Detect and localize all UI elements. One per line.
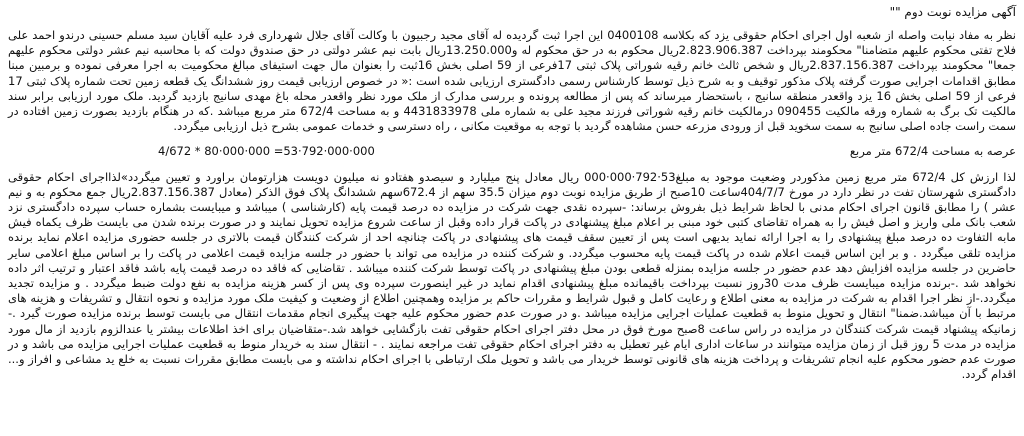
valuation-formula <box>8 144 1016 159</box>
notice-title: آگهی مزایده نوبت دوم "" <box>889 5 1016 19</box>
notice-paragraph-1: نظر به مفاد نیابت واصله از شعبه اول اجرای احکام حقوقی یزد که بکلاسه 0400108 این اجرا ثبت گردیده له آقای مجید رجبیون با وکالت آقای جلال شهرداری فرد علیه آقایان سید مسلم حسینی درندو احمد علی فلاح تفتی محکوم علیهم متضامنا" محکومند بپرداخت 2.823.906.387ریال محکوم به در حق محکوم له و13.250.000ریال بابت نیم عشر دولتی در حق صندوق دولت که با محاسبه نیم عشر دولتی محکوم علیهم جمعا" محکومند بپرداخت 2.837.156.387ریال و شخص ثالث خانم رقیه شوراتی پلاک ثبتی 17فرعی از 59 اصلی بخش 16ثبت را بعنوان مال جهت استیفای مبالغ محکومیت به اجرا معرفی نموده و برمبین مبنا مطابق اقدامات اجرایی صورت گرفته پلاک مذکور توقیف و به شرح ذیل توسط کارشناس رسمی دادگستری ارزیابی شده است :« در خصوص ارزیابی قیمت روز ششدانگ یک قطعه زمین تحت شماره پلاک ثبتی 17 فرعی از 59 اصلی بخش 16 یزد واقعدر منطقه سانیج ، باستحضار میرساند که پس از مطالعه پرونده و بررسی مدارک از ملک مورد نظر واقعدر محله باغ مهدی سانیج بازدید گردید. ملک مورد ارزیابی برابر سند مالکیت تک برگ به شماره ورقه مالکیت 090455 درمالکیت خانم رقیه شوراتی فرزند مجید علی به شماره ملی 4431833978 و به مساحت 672/4 متر مربع میباشد .که در هنگام بازدید بصورت زمین افتاده در سمت راست جاده اصلی سانیج به سمت سخوید قبل از ورودی مزرعه حسن مشاهده گردید با توجه به موقعیت مکانی ، راه دسترسی و خدمات عمومی بشرح ذیل ارزیابی میگردد. <box>8 28 1017 134</box>
formula-area-label: عرصه به مساحت 672/4 متر مربع <box>849 144 1016 159</box>
notice-paragraph-2: لذا ارزش کل 672/4 متر مربع زمین مذکوردر وضعیت موجود به مبلغ53·792·000·000 ریال معادل پنج میلیارد و سیصدو هفتادو نه میلیون دویست هزارتومان براورد و تعیین میگردد»لذااجرای احکام حقوقی دادگستری شهرستان تفت در نظر دارد در مورخ 404/7/7ساعت 10صبح از طریق مزایده نوبت دوم میزان 35.5 سهم از 672.4سهم ششدانگ پلاک فوق الذکر (معادل 2.837.156.387ریال جمع محکوم به و نیم عشر ) را مطابق قانون اجرای احکام مدنی با لحاظ شرایط ذیل بفروش برساند: -سپرده نقدی جهت شرکت در مزایده ده درصد قیمت پایه (کارشناسی ) میباشد و میبایست بشماره حساب سپرده دادگستری نزد شعب بانک ملی واریز و اصل فیش را به همراه تقاضای کتبی خود مبنی بر اعلام مبلغ پیشنهادی در پاکت قرار داده وقبل از ساعت شروع مزایده تحویل نمایند و در صورت برنده شدن می بایست ظرف یکماه فیش مابه التفاوت ده درصد مبلغ پیشنهادی را به اجرا ارائه نماید بدیهی است پس از تعیین سقف قیمت های پیشنهادی در پاکت چنانچه احد از شرکت کنندگان قیمت بالاتری در جلسه حضوری مزایده اعلام نماید برنده مزایده تلقی میگردد . و بر این اساس قیمت اعلام شده در پاکت قیمت پایه محسوب میگردد. و شرکت کننده در مزایده می تواند با حضور در جلسه مزایده قیمت اعلامی در پاکت را بر اساس مبلغ اعلامی سایر حاضرین در جلسه مزایده افزایش دهد عدم حضور در جلسه مزایده بمنزله قطعی بودن مبلغ پیشنهادی در پاکت توسط شرکت کننده میباشد . تقاضایی که فاقد ده درصد قیمت پایه باشد فاقد اعتبار و ترتیب اثر داده نخواهد شد .-برنده مزایده میبایست ظرف مدت 30روز نسبت بپرداخت باقیمانده مبلغ پیشنهادی اقدام نماید در غیر اینصورت سپرده وی پس از کسر هزینه مزایده به نفع دولت ضبط میگردد . و مزایده تجدید میگردد.-از نظر اجرا اقدام به شرکت در مزایده به معنی اطلاع و رعایت کامل و قبول شرایط و مقررات حاکم بر مزایده وهمچنین اطلاع از وضعیت و کیفیت ملک مورد مزایده و نحوه انتقال و تشریفات و هزینه های مرتبط با آن میباشد.ضمنا" انتقال و تحویل منوط به قطعیت عملیات اجرایی مزایده میباشد .و در صورت عدم حضور محکوم علیه جهت پیگیری انجام مقدمات انتقال می بایست توسط برنده مزایده صورت گیرد .-زمانیکه پیشنهاد قیمت شرکت کنندگان در مزایده در راس ساعت 8صبح مورخ فوق در محل دفتر اجرای احکام حقوقی تفت بازگشایی خواهد شد.-متقاضیان برای اخذ اطلاعات بیشتر یا عندالزوم بازدید از مال مورد مزایده در مدت 5 روز قبل از زمان مزایده میتوانند در ساعات اداری ایام غیر تعطیل به دفتر اجرای احکام حقوقی تفت مراجعه نمایند . - انتقال سند به خریدار منوط به قطعیت عملیات اجرایی مزایده می باشد و در صورت عدم حضور محکوم علیه انجام تشریفات و پرداخت هزینه های قانونی توسط خریدار می باشد و تحویل ملک ارتباطی با اجرای احکام نداشته و می بایست مطابق مقررات نسبت به خلع ید مشاعی و افراز و... اقدام گردد. <box>8 169 1017 382</box>
formula-calculation: 4/672 * 80·000·000 =53·792·000·000 <box>158 144 375 159</box>
